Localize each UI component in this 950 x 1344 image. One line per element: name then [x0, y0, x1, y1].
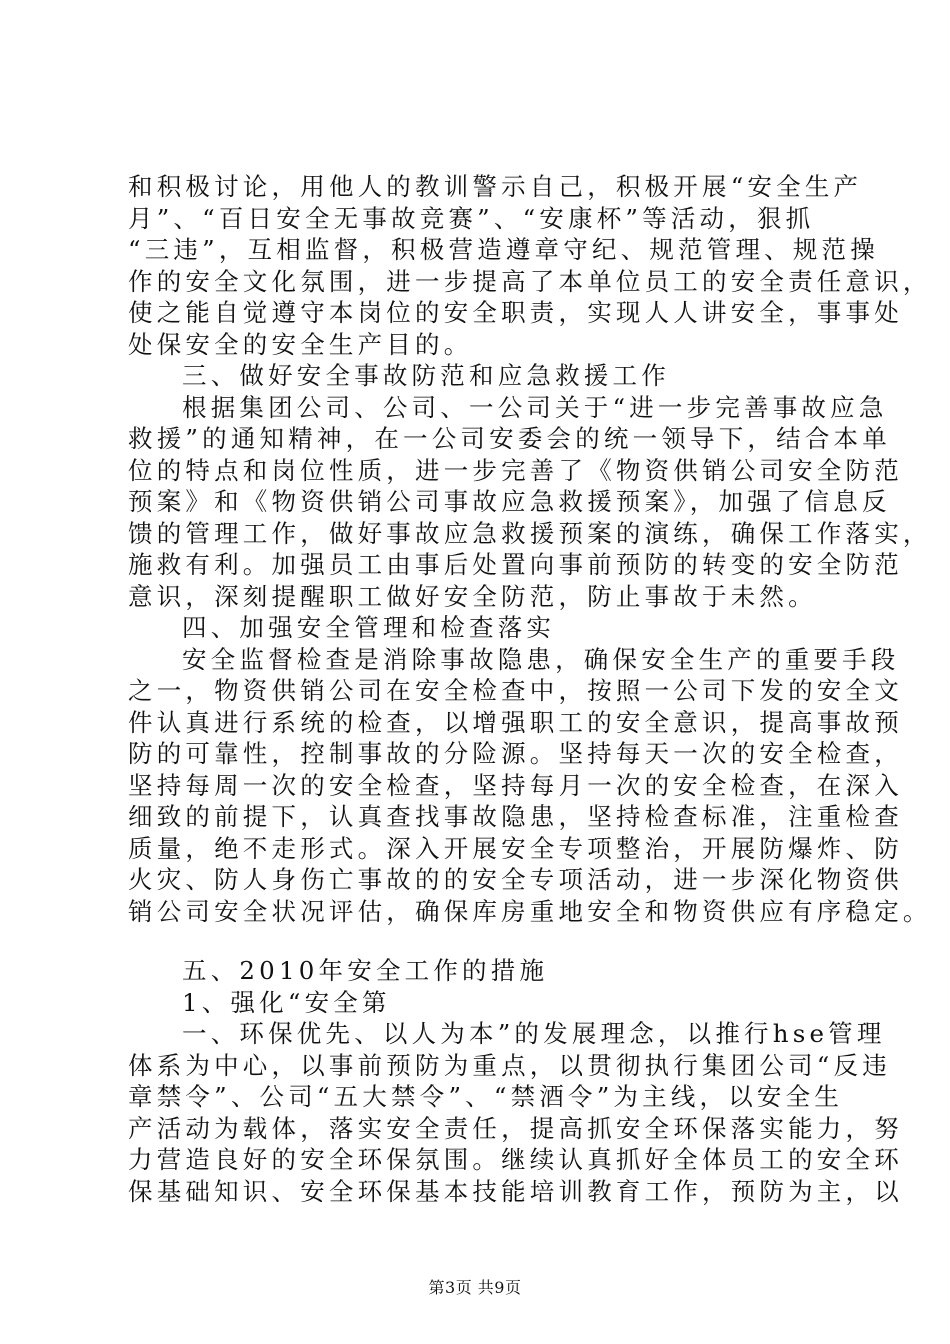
paragraph-line: 防的可靠性，控制事故的分险源。坚持每天一次的安全检查，: [128, 739, 903, 768]
paragraph-line: 火灾、防人身伤亡事故的的安全专项活动，进一步深化物资供: [128, 865, 903, 894]
paragraph-line: 质量，绝不走形式。深入开展安全专项整治，开展防爆炸、防: [128, 834, 903, 863]
paragraph-line: “三违”，互相监督，积极营造遵章守纪、规范管理、规范操: [128, 235, 879, 264]
paragraph-line: 一、环保优先、以人为本”的发展理念，以推行hse管理: [182, 1019, 886, 1048]
paragraph-line: 之一，物资供销公司在安全检查中，按照一公司下发的安全文: [128, 676, 903, 705]
paragraph-line: 作的安全文化氛围，进一步提高了本单位员工的安全责任意识，: [128, 267, 932, 296]
paragraph-line: 产活动为载体，落实安全责任，提高抓安全环保落实能力，努: [128, 1114, 903, 1143]
paragraph-line: 救援”的通知精神，在一公司安委会的统一领导下，结合本单: [128, 424, 891, 453]
paragraph-line: 预案》和《物资供销公司事故应急救援预案》，加强了信息反: [128, 487, 891, 516]
paragraph-line: 力营造良好的安全环保氛围。继续认真抓好全体员工的安全环: [128, 1145, 903, 1174]
paragraph-line: 和积极讨论，用他人的教训警示自己，积极开展“安全生产: [128, 172, 863, 201]
paragraph-line: 坚持每周一次的安全检查，坚持每月一次的安全检查，在深入: [128, 771, 903, 800]
paragraph-line: 章禁令”、公司“五大禁令”、“禁酒令”为主线，以安全生: [128, 1082, 844, 1111]
paragraph-line: 销公司安全状况评估，确保库房重地安全和物资供应有序稳定。: [128, 897, 932, 926]
page-number-footer: 第3页 共9页: [428, 1278, 522, 1297]
paragraph-line: 意识，深刻提醒职工做好安全防范，防止事故于未然。: [128, 582, 817, 611]
paragraph-line: 体系为中心，以事前预防为重点，以贯彻执行集团公司“反违: [128, 1051, 891, 1080]
paragraph-line: 处保安全的安全生产目的。: [128, 330, 473, 359]
paragraph-line: 细致的前提下，认真查找事故隐患，坚持检查标准，注重检查: [128, 802, 903, 831]
paragraph-line: 馈的管理工作，做好事故应急救援预案的演练，确保工作落实，: [128, 519, 932, 548]
paragraph-line: 位的特点和岗位性质，进一步完善了《物资供销公司安全防范: [128, 456, 903, 485]
section-heading: 三、做好安全事故防范和应急救援工作: [182, 361, 670, 390]
section-heading: 四、加强安全管理和检查落实: [182, 613, 556, 642]
paragraph-line: 使之能自觉遵守本岗位的安全职责，实现人人讲安全，事事处: [128, 298, 903, 327]
paragraph-line: 保基础知识、安全环保基本技能培训教育工作，预防为主，以: [128, 1177, 903, 1206]
paragraph-line: 根据集团公司、公司、一公司关于“进一步完善事故应急: [182, 393, 888, 422]
paragraph-line: 施救有利。加强员工由事后处置向事前预防的转变的安全防范: [128, 550, 903, 579]
section-heading: 五、2010年安全工作的措施: [182, 956, 549, 985]
subsection-heading: 1、强化“安全第: [182, 988, 391, 1017]
paragraph-line: 安全监督检查是消除事故隐患，确保安全生产的重要手段: [182, 645, 900, 674]
paragraph-line: 月”、“百日安全无事故竞赛”、“安康杯”等活动，狠抓: [128, 204, 815, 233]
paragraph-line: 件认真进行系统的检查，以增强职工的安全意识，提高事故预: [128, 708, 903, 737]
